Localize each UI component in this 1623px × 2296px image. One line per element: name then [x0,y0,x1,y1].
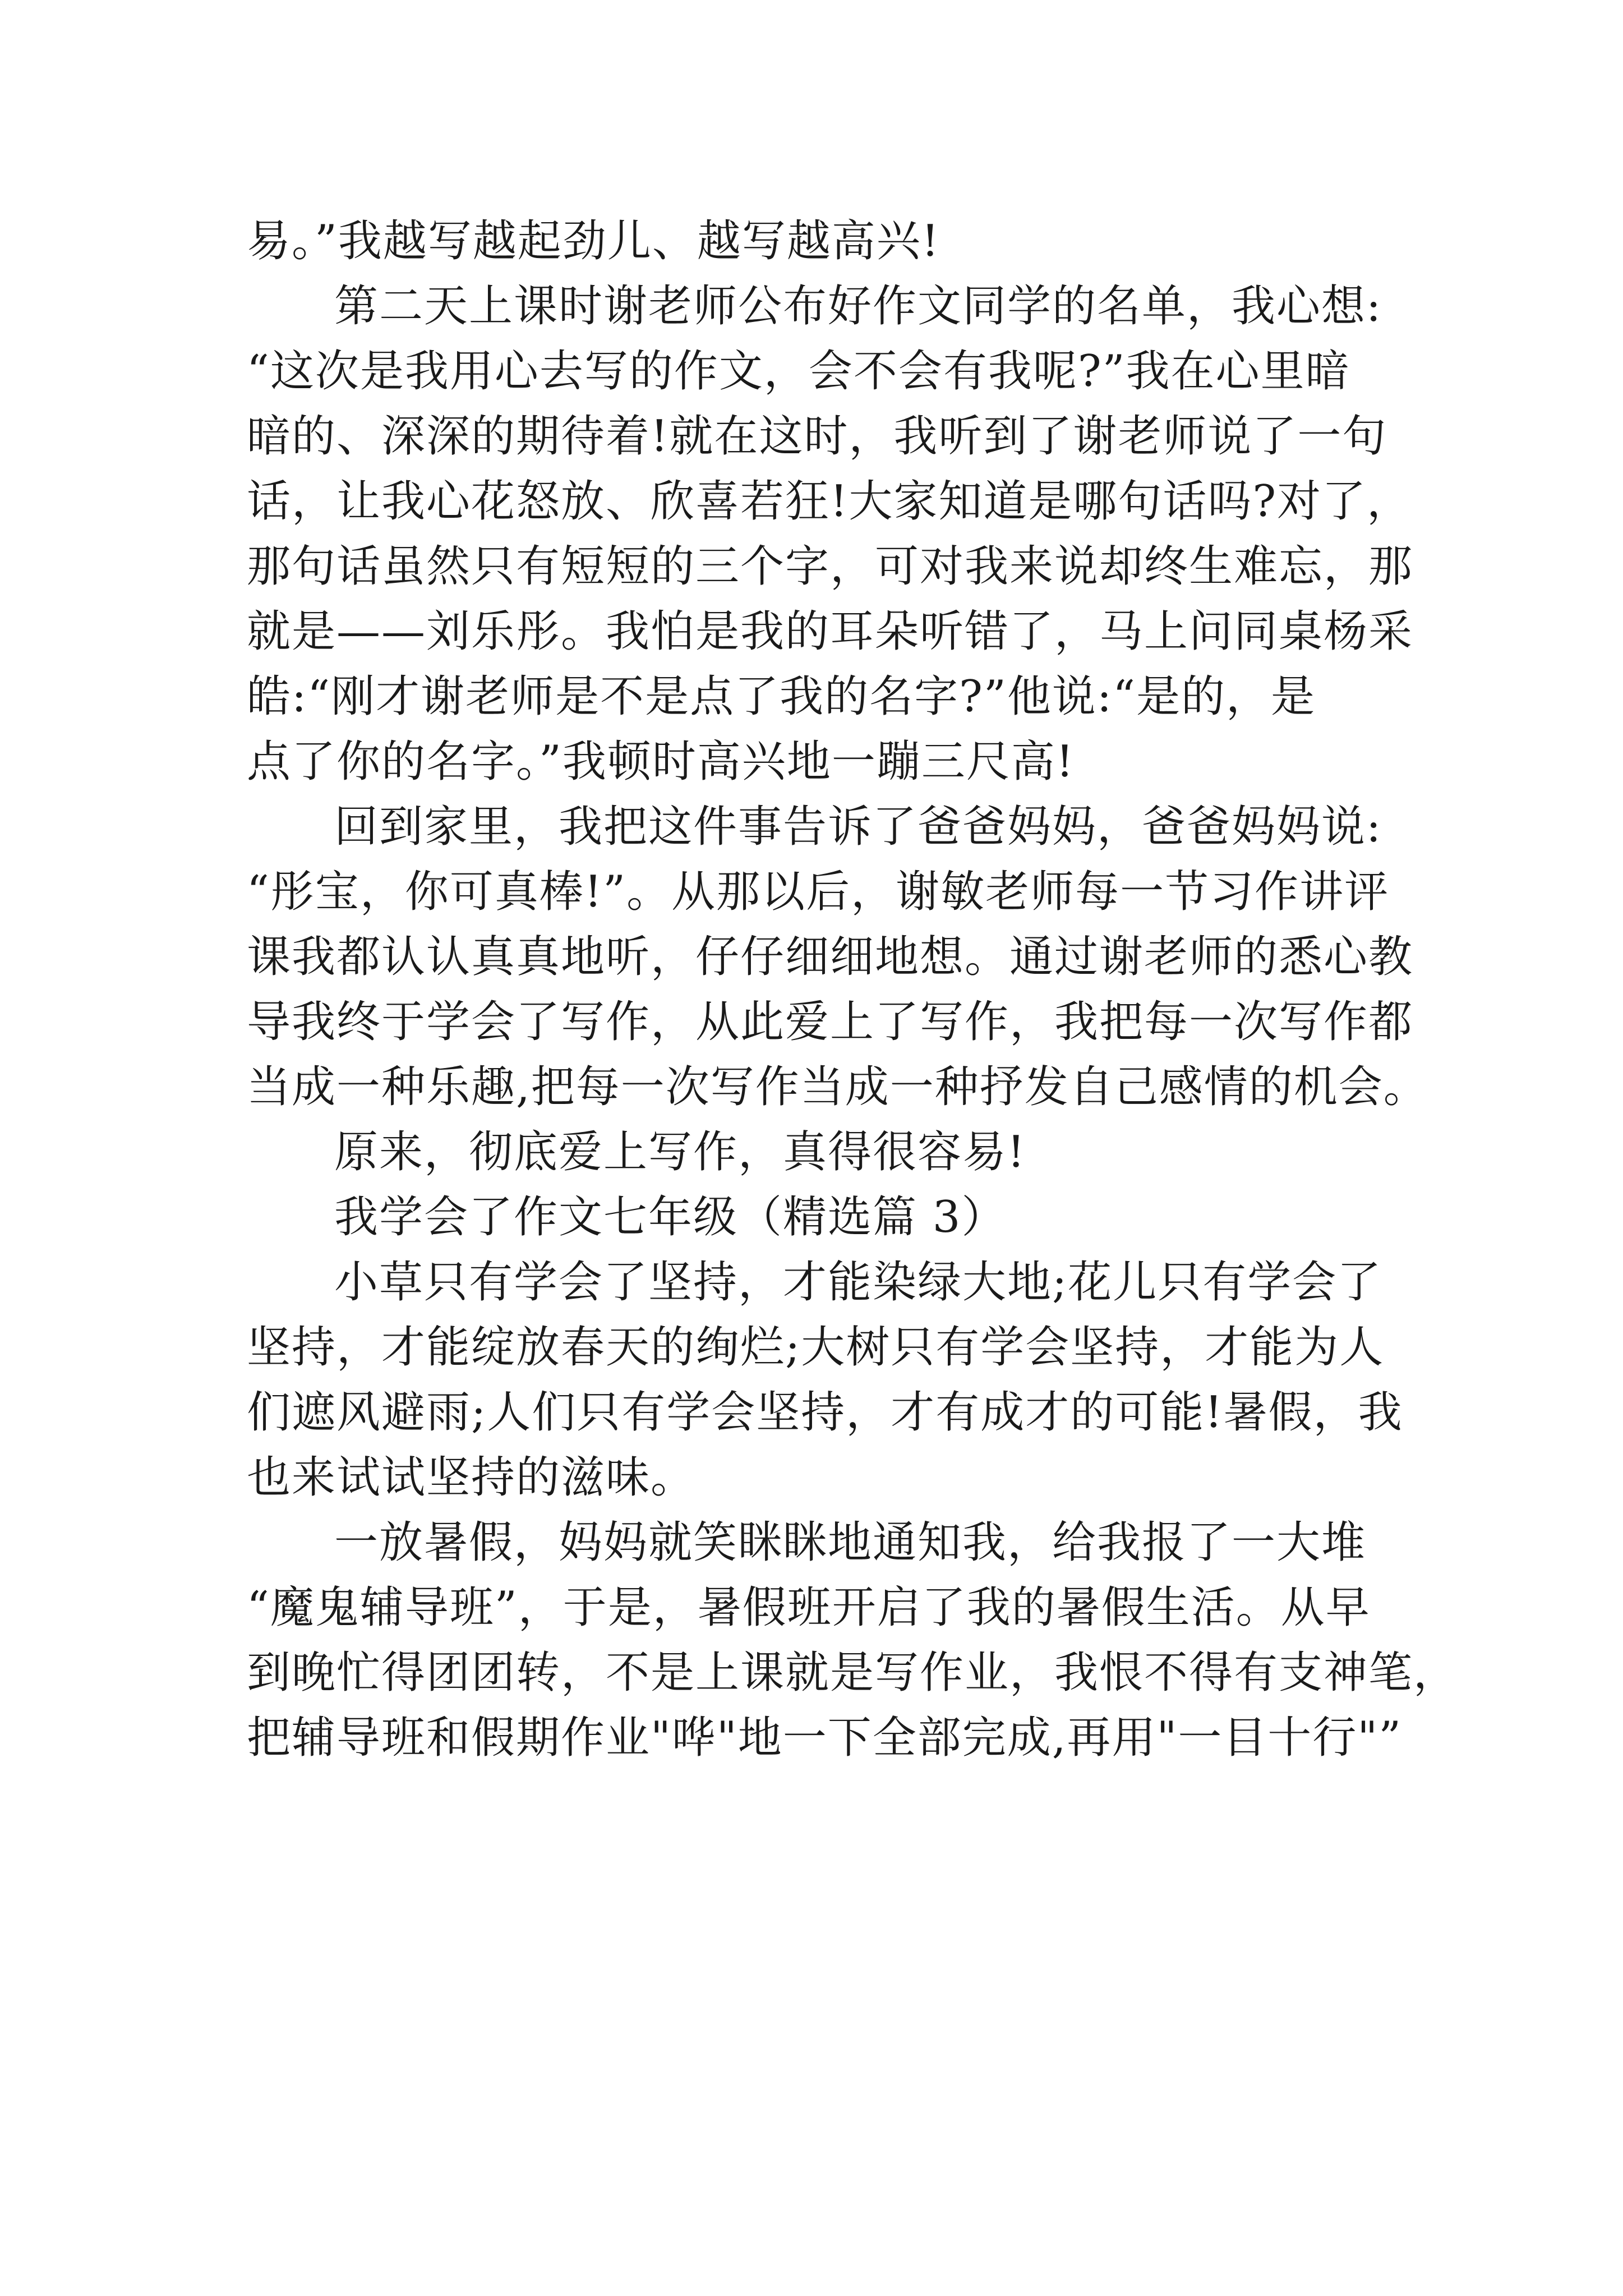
text-line: 回到家里，我把这件事告诉了爸爸妈妈，爸爸妈妈说: [334,802,1382,852]
text-line: 第二天上课时谢老师公布好作文同学的名单，我心想: [334,281,1382,332]
text-line: 们遮风避雨;人们只有学会坚持，才有成才的可能!暑假，我 [247,1387,1403,1438]
text-line: 暗的、深深的期待着!就在这时，我听到了谢老师说了一句 [247,411,1387,462]
text-line: “这次是我用心去写的作文，会不会有我呢?”我在心里暗 [247,346,1350,397]
text-line: 话，让我心花怒放、欣喜若狂!大家知道是哪句话吗?对了， [247,476,1412,527]
text-line: 坚持，才能绽放春天的绚烂;大树只有学会坚持，才能为人 [247,1322,1385,1373]
document-body [247,209,1459,1770]
text-line: 也来试试坚持的滋味。 [247,1452,696,1503]
text-line: 把辅导班和假期作业"哗"地一下全部完成,再用"一目十行"” [247,1713,1403,1763]
text-line: 一放暑假，妈妈就笑眯眯地通知我，给我报了一大堆 [334,1517,1367,1568]
text-line: 易。”我越写越起劲儿、越写越高兴! [247,216,940,266]
text-line: 就是——刘乐彤。我怕是我的耳朵听错了，马上问同桌杨采 [247,606,1414,657]
text-line: 那句话虽然只有短短的三个字，可对我来说却终生难忘，那 [247,541,1414,592]
section-heading: 我学会了作文七年级（精选篇 3） [334,1192,1007,1243]
text-line: “彤宝，你可真棒!”。从那以后，谢敏老师每一节习作讲评 [247,867,1390,917]
text-line: 导我终于学会了写作，从此爱上了写作，我把每一次写作都 [247,997,1414,1047]
text-line: 点了你的名字。”我顿时高兴地一蹦三尺高! [247,737,1075,787]
text-line: 到晚忙得团团转，不是上课就是写作业，我恨不得有支神笔， [247,1648,1459,1698]
text-line: “魔鬼辅导班”，于是，暑假班开启了我的暑假生活。从早 [247,1582,1371,1633]
text-line: 当成一种乐趣,把每一次写作当成一种抒发自己感情的机会。 [247,1062,1428,1112]
text-line: 小草只有学会了坚持，才能染绿大地;花儿只有学会了 [334,1257,1382,1308]
text-line: 皓:“刚才谢老师是不是点了我的名字?”他说:“是的，是 [247,671,1316,722]
text-line: 课我都认认真真地听，仔仔细细地想。通过谢老师的悉心教 [247,932,1414,982]
text-line: 原来，彻底爱上写作，真得很容易! [334,1127,1026,1177]
